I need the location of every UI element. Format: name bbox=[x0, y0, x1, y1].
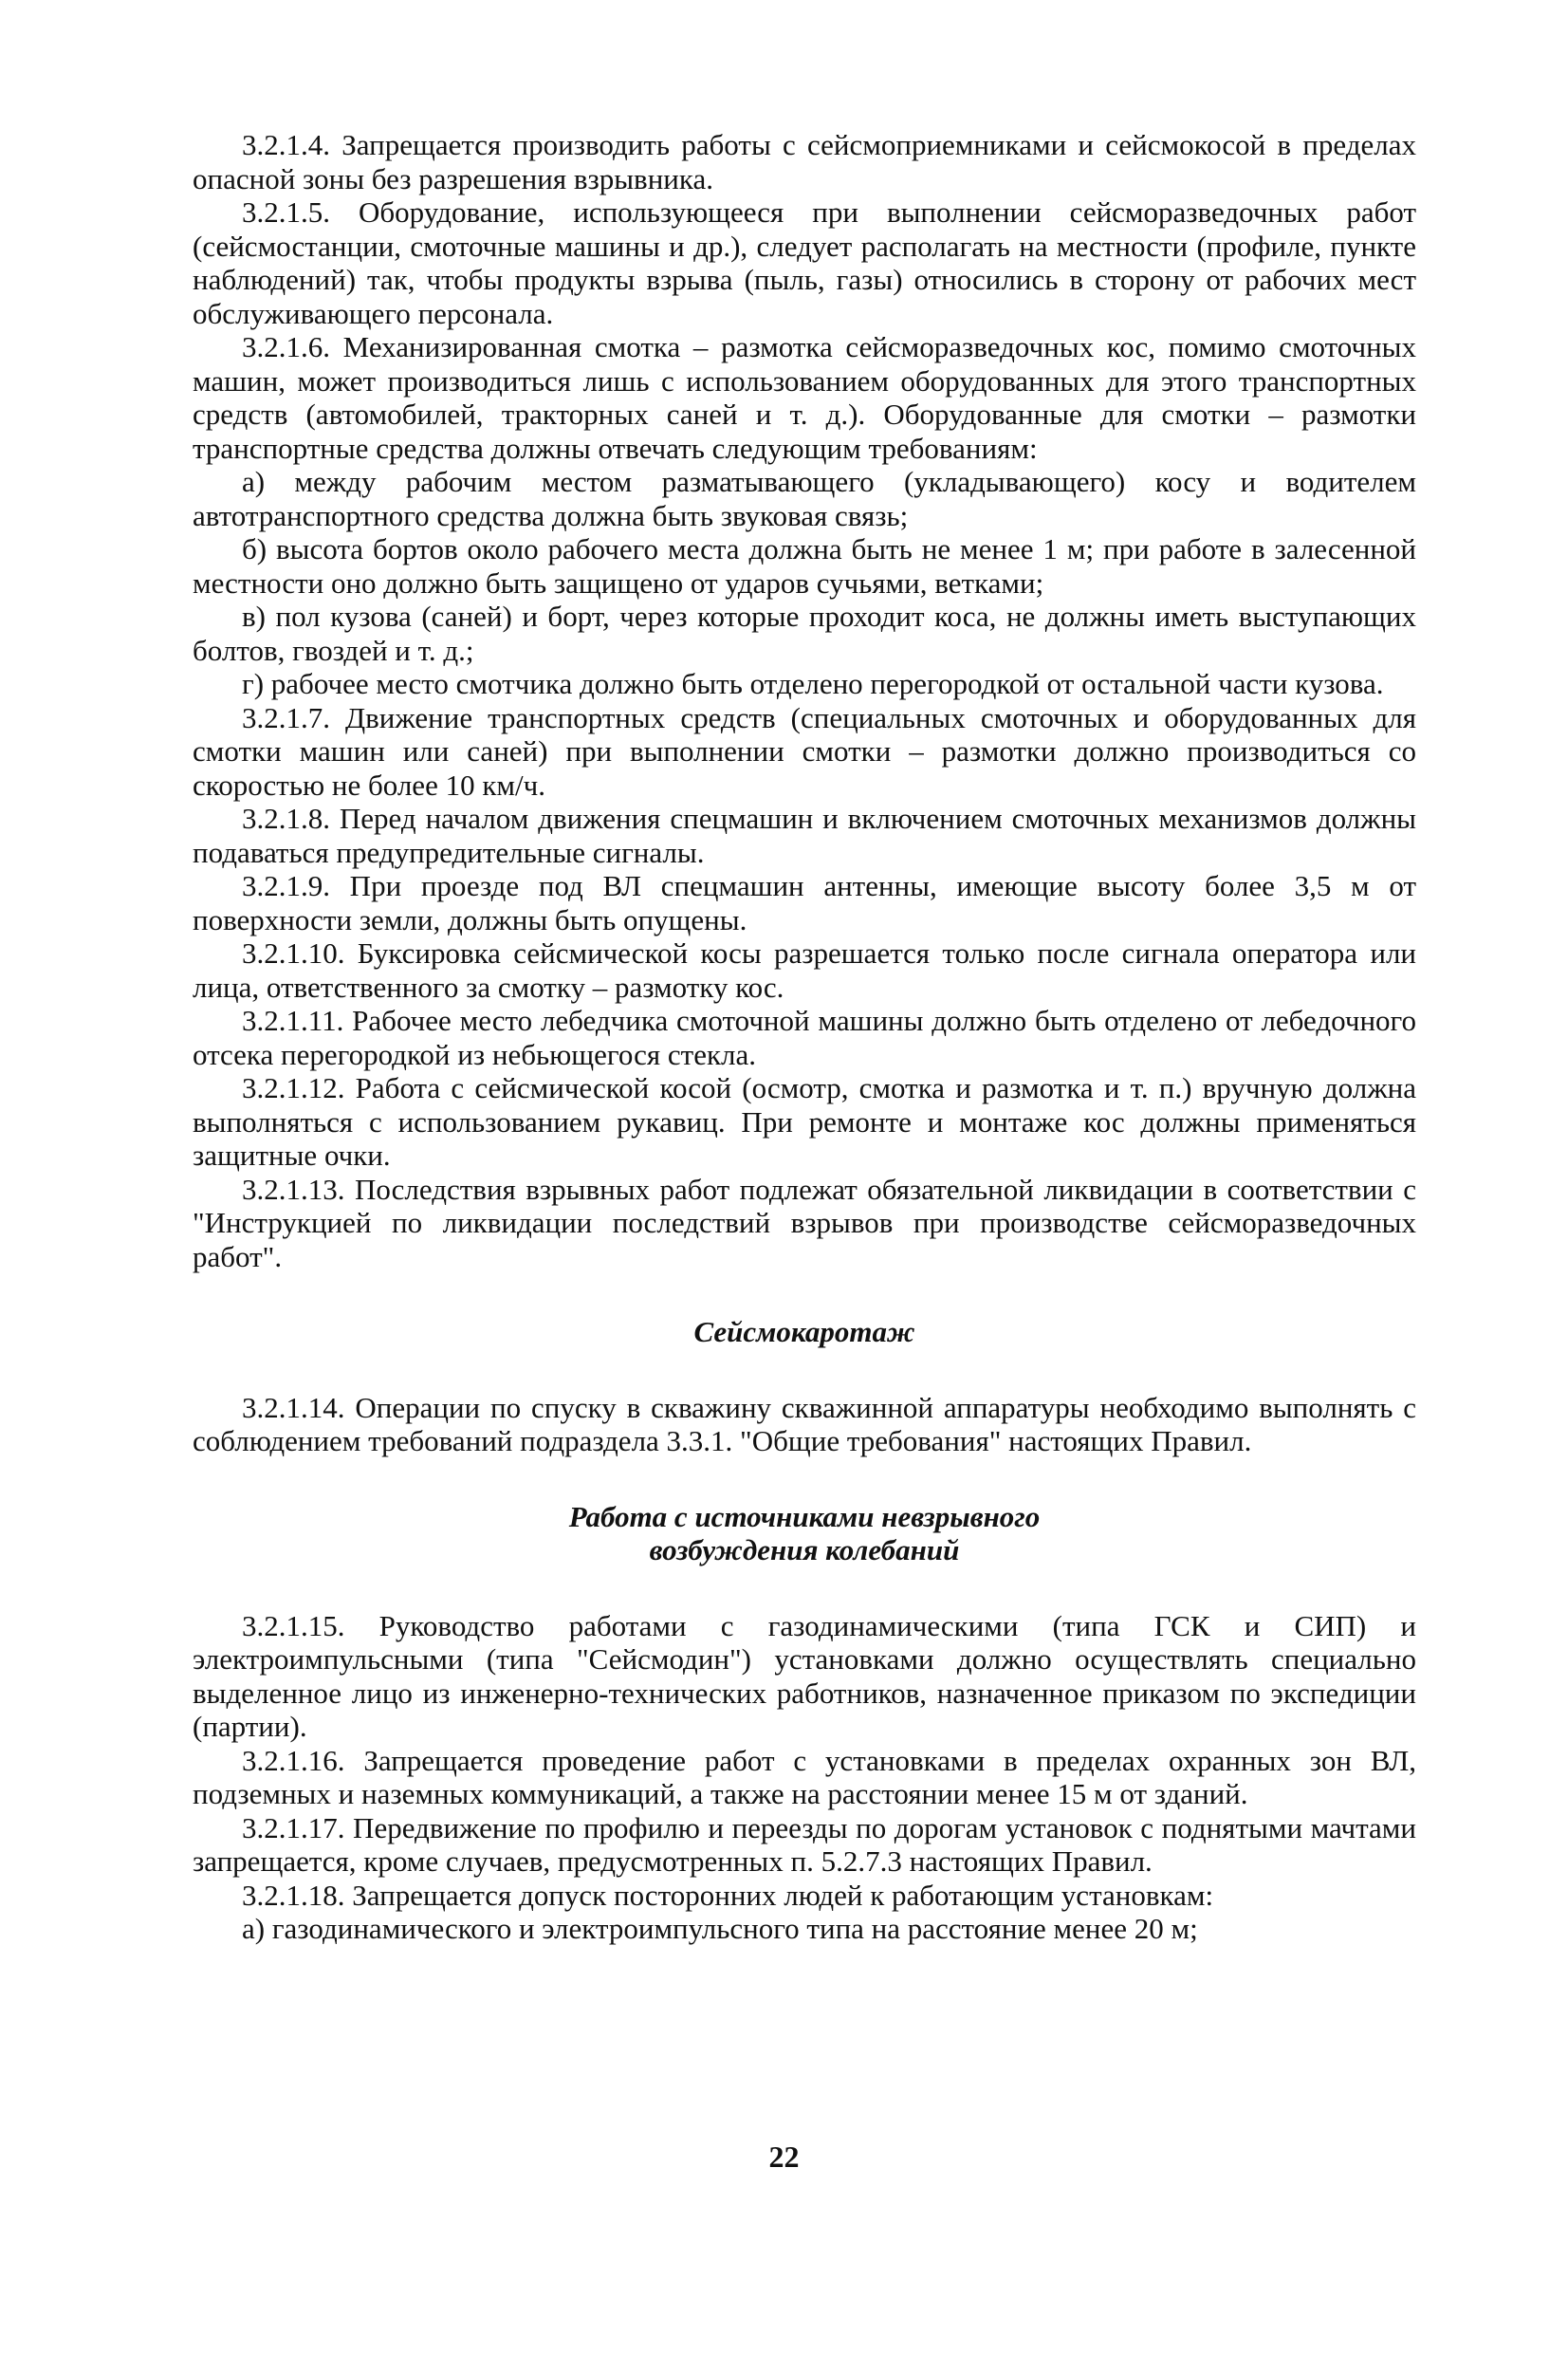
paragraph-3-2-1-15: 3.2.1.15. Руководство работами с газодинамическими (типа ГСК и СИП) и электроимпульсными (типа "Сейсмодин") установками должно осуществлять специально выделенное лицо из инженерно-технических работников, назначенное приказом по экспедиции (партии). bbox=[193, 1608, 1416, 1743]
paragraph-3-2-1-8: 3.2.1.8. Перед началом движения спецмашин и включением смоточных механизмов должны подаваться предупредительные сигналы. bbox=[193, 802, 1416, 869]
paragraph-3-2-1-16: 3.2.1.16. Запрещается проведение работ с установками в пределах охранных зон ВЛ, подземных и наземных коммуникаций, а также на расстоянии менее 15 м от зданий. bbox=[193, 1743, 1416, 1810]
list-item-v: в) пол кузова (саней) и борт, через которые проходит коса, не должны иметь выступающих болтов, гвоздей и т. д.; bbox=[193, 600, 1416, 667]
paragraph-3-2-1-11: 3.2.1.11. Рабочее место лебедчика смоточной машины должно быть отделено от лебедочного отсека перегородкой из небьющегося стекла. bbox=[193, 1004, 1416, 1071]
paragraph-3-2-1-7: 3.2.1.7. Движение транспортных средств (специальных смоточных и оборудованных для смотки машин или саней) при выполнении смотки – размотки должно производиться со скоростью не более 10 км/ч. bbox=[193, 700, 1416, 802]
list-item-b: б) высота бортов около рабочего места должна быть не менее 1 м; при работе в залесенной местности оно должно быть защищено от ударов сучьями, ветками; bbox=[193, 532, 1416, 600]
document-page bbox=[193, 128, 1416, 1946]
list-item-a: а) между рабочим местом разматывающего (укладывающего) косу и водителем автотранспортного средства должна быть звуковая связь; bbox=[193, 465, 1416, 532]
paragraph-3-2-1-13: 3.2.1.13. Последствия взрывных работ подлежат обязательной ликвидации в соответствии с "Инструкцией по ликвидации последствий взрывов при производстве сейсморазведочных работ". bbox=[193, 1172, 1416, 1273]
section-heading-non-explosive-sources bbox=[193, 1500, 1416, 1567]
page-number: 22 bbox=[768, 2140, 800, 2174]
paragraph-3-2-1-5: 3.2.1.5. Оборудование, использующееся при выполнении сейсморазведочных работ (сейсмостанции, смоточные машины и др.), следует располагать на местности (профиле, пункте наблюдений) так, чтобы продукты взрыва (пыль, газы) относились в сторону от рабочих мест обслуживающего персонала. bbox=[193, 195, 1416, 330]
list-item-a-2: а) газодинамического и электроимпульсного типа на расстояние менее 20 м; bbox=[242, 1912, 1198, 1945]
paragraph-3-2-1-18: 3.2.1.18. Запрещается допуск посторонних людей к работающим установкам: bbox=[242, 1878, 1214, 1912]
list-item-g: г) рабочее место смотчика должно быть отделено перегородкой от остальной части кузова. bbox=[242, 667, 1384, 700]
paragraph-3-2-1-17: 3.2.1.17. Передвижение по профилю и переезды по дорогам установок с поднятыми мачтами запрещается, кроме случаев, предусмотренных п. 5.2.7.3 настоящих Правил. bbox=[193, 1810, 1416, 1878]
paragraph-3-2-1-10: 3.2.1.10. Буксировка сейсмической косы разрешается только после сигнала оператора или лица, ответственного за смотку – размотку кос. bbox=[193, 936, 1416, 1004]
section-heading-seismic-logging: Сейсмокаротаж bbox=[693, 1315, 915, 1348]
section-heading-line-1: Работа с источниками невзрывного bbox=[568, 1499, 1041, 1533]
section-heading-line-2: возбуждения колебаний bbox=[649, 1533, 960, 1566]
paragraph-3-2-1-14: 3.2.1.14. Операции по спуску в скважину скважинной аппаратуры необходимо выполнять с соблюдением требований подраздела 3.3.1. "Общие требования" настоящих Правил. bbox=[193, 1390, 1416, 1457]
paragraph-3-2-1-12: 3.2.1.12. Работа с сейсмической косой (осмотр, смотка и размотка и т. п.) вручную должна выполняться с использованием рукавиц. При ремонте и монтаже кос должны применяться защитные очки. bbox=[193, 1071, 1416, 1172]
paragraph-3-2-1-9: 3.2.1.9. При проезде под ВЛ спецмашин антенны, имеющие высоту более 3,5 м от поверхности земли, должны быть опущены. bbox=[193, 869, 1416, 936]
paragraph-3-2-1-4: 3.2.1.4. Запрещается производить работы с сейсмоприемниками и сейсмокосой в пределах опасной зоны без разрешения взрывника. bbox=[193, 128, 1416, 195]
paragraph-3-2-1-6: 3.2.1.6. Механизированная смотка – размотка сейсморазведочных кос, помимо смоточных машин, может производиться лишь с использованием оборудованных для этого транспортных средств (автомобилей, тракторных саней и т. д.). Оборудованные для смотки – размотки транспортные средства должны отвечать следующим требованиям: bbox=[193, 330, 1416, 465]
